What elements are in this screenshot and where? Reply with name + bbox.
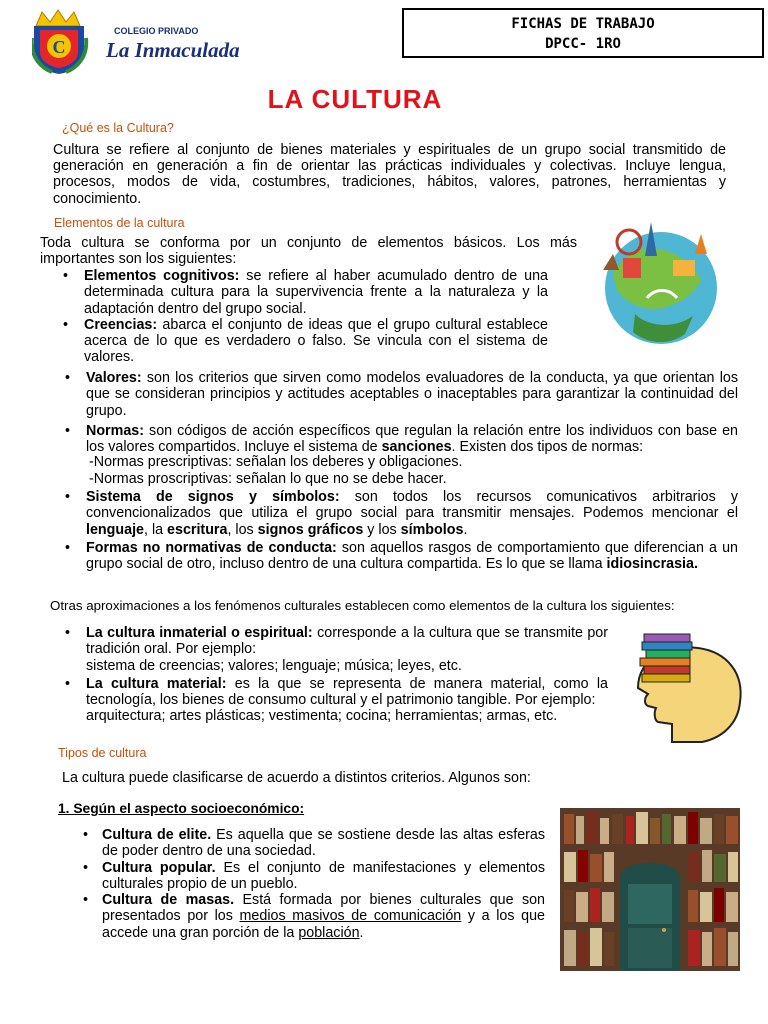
list-item: • La cultura inmaterial o espiritual: corresponde a la cultura que se transmite por tradición oral. Por ejemplo: sistema de creencias; valores; lenguaje; música; leyes, etc.: [62, 625, 608, 674]
tipos-intro: La cultura puede clasificarse de acuerdo a distintos criterios. Algunos son:: [62, 770, 531, 786]
head-books-image: [628, 628, 748, 746]
norm-type-2: -Normas proscriptivas: señalan lo que no se debe hacer.: [89, 471, 447, 487]
section-heading-que-es: ¿Qué es la Cultura?: [62, 121, 174, 135]
elementos-intro: Toda cultura se conforma por un conjunto de elementos básicos. Los más importantes son los siguientes:: [40, 235, 577, 268]
list-item: • Cultura popular. Es el conjunto de manifestaciones y elementos culturales propio de un pueblo.: [80, 860, 545, 893]
list-item: • Creencias: abarca el conjunto de ideas que el grupo cultural establece acerca de lo que es verdadero o falso. Se vincula con el sistema de valores.: [60, 317, 548, 366]
list-item: • Sistema de signos y símbolos: son todos los recursos comunicativos arbitrarios y convencionalizados que utiliza el grupo social para transmitir mensajes. Podemos mencionar el lenguaje, la escritura, los signos gráficos y los símbolos.: [62, 489, 738, 538]
link-poblacion[interactable]: población: [298, 924, 360, 941]
link-medios-masivos[interactable]: medios masivos de comunicación: [239, 908, 462, 925]
page-title: LA CULTURA: [267, 84, 443, 114]
list-item: • Cultura de masas. Está formada por bienes culturales que son presentados por los medios masivos de comunicación y a los que accede una gran porción de la población.: [80, 892, 545, 941]
section-heading-tipos: Tipos de cultura: [58, 746, 147, 760]
list-item: • La cultura material: es la que se representa de manera material, como la tecnología, los bienes de consumo cultural y el patrimonio tangible. Por ejemplo: arquitectura; artes plásticas; vestimenta; cocina; herramientas; armas, etc.: [62, 676, 608, 725]
list-item: • Formas no normativas de conducta: son aquellos rasgos de comportamiento que diferencian a un grupo social de otro, incluso dentro de una cultura compartida. Es lo que se llama idiosincrasia.: [62, 540, 738, 573]
bookshelf-door-image: [560, 808, 740, 971]
bookshelf-icon: [560, 808, 740, 971]
otras-list: [62, 625, 608, 725]
worksheet-box: [402, 8, 764, 58]
elementos-list-b: [62, 370, 738, 455]
school-name: La Inmaculada: [106, 38, 240, 62]
worksheet-title: FICHAS DE TRABAJO: [511, 16, 655, 32]
section-heading-elementos: Elementos de la cultura: [54, 216, 185, 230]
list-item: • Cultura de elite. Es aquella que se sostiene desde las altas esferas de poder dentro de una sociedad.: [80, 827, 545, 860]
list-item: • Elementos cognitivos: se refiere al haber acumulado dentro de una determinada cultura para la supervivencia frente a la naturaleza y la adaptación dentro del grupo social.: [60, 268, 548, 317]
otras-intro: Otras aproximaciones a los fenómenos culturales establecen como elementos de la cultura los siguientes:: [50, 598, 675, 613]
culture-globe-image: [583, 214, 739, 354]
list-item: • Normas: son códigos de acción específicos que regulan la relación entre los individuos con base en los valores compartidos. Incluye el sistema de sanciones. Existen dos tipos de normas:: [62, 423, 738, 456]
elementos-list-a: [60, 268, 548, 366]
school-top-label: COLEGIO PRIVADO: [114, 26, 199, 36]
definition-paragraph: Cultura se refiere al conjunto de bienes materiales y espirituales de un grupo social transmitido de generación en generación a fin de orientar las prácticas individuales y colectivas. Incluye lengua, procesos, modos de vida, costumbres, tradiciones, hábitos, valores, patrones, herramientas y conocimiento.: [53, 142, 726, 207]
norm-type-1: -Normas prescriptivas: señalan los deberes y obligaciones.: [89, 454, 463, 470]
list-item: • Valores: son los criterios que sirven como modelos evaluadores de la conducta, ya que orientan los que se consideran principios y actitudes aceptables o inaceptables para garantizar la continuidad del grupo.: [62, 370, 738, 419]
subsection-heading-socioeconomico: 1. Según el aspecto socioeconómico:: [58, 801, 305, 816]
svg-text:C: C: [52, 37, 66, 57]
elementos-list-c: [62, 489, 738, 572]
head-books-icon: [628, 628, 748, 746]
globe-icon: [583, 214, 739, 354]
school-logo: [32, 8, 282, 74]
worksheet-course: DPCC- 1RO: [545, 36, 621, 52]
tipos-list: [80, 827, 545, 941]
